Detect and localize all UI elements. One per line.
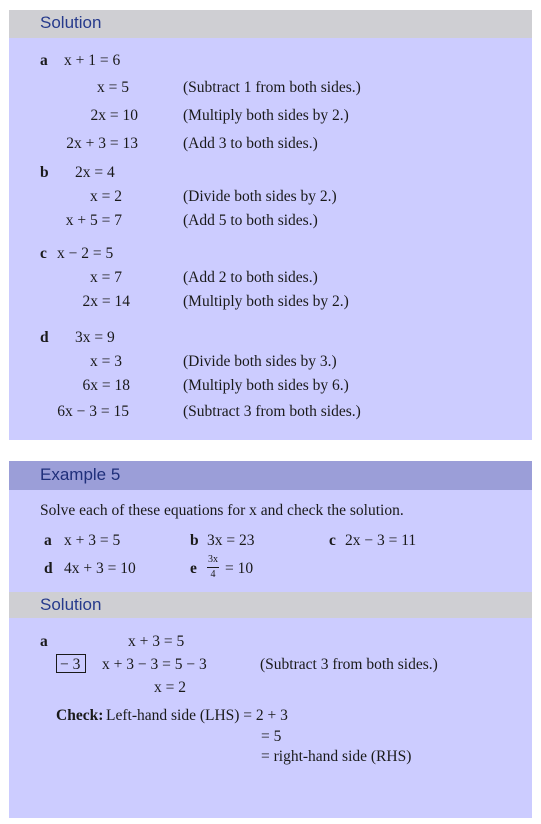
step-note: (Subtract 3 from both sides.): [260, 656, 438, 673]
equation: x = 2: [154, 679, 186, 696]
equation: x = 2: [90, 188, 122, 205]
operation-box-text: − 3: [60, 656, 81, 673]
part-a-label: a: [40, 52, 48, 69]
part-b-label: b: [40, 164, 49, 181]
equation: x + 3 − 3 = 5 − 3: [102, 656, 207, 673]
item-a-equation: x + 3 = 5: [64, 532, 121, 549]
step-note: (Multiply both sides by 6.): [183, 377, 349, 394]
item-c-equation: 2x − 3 = 11: [345, 532, 417, 549]
part-a-label: a: [40, 633, 48, 650]
step-note: (Multiply both sides by 2.): [183, 107, 349, 124]
fraction-bar: [207, 567, 219, 568]
equation: x − 2 = 5: [57, 245, 114, 262]
equation: 6x = 18: [82, 377, 130, 394]
item-b-equation: 3x = 23: [207, 532, 255, 549]
example-panel: [9, 461, 532, 818]
check-line: Left-hand side (LHS) = 2 + 3: [106, 707, 288, 724]
check-line: = 5: [261, 728, 282, 745]
equation: 3x = 9: [75, 329, 115, 346]
example-prompt: Solve each of these equations for x and check the solution.: [40, 502, 404, 519]
step-note: (Add 5 to both sides.): [183, 212, 318, 229]
item-c-label: c: [329, 532, 336, 549]
fraction-denominator: 4: [210, 569, 216, 580]
item-d-label: d: [44, 560, 53, 577]
equation: 6x − 3 = 15: [57, 403, 129, 420]
equation: 2x = 14: [82, 293, 130, 310]
step-note: (Divide both sides by 2.): [183, 188, 337, 205]
item-d-equation: 4x + 3 = 10: [64, 560, 136, 577]
equation: 2x = 4: [75, 164, 115, 181]
equation: 2x = 10: [90, 107, 138, 124]
step-note: (Add 3 to both sides.): [183, 135, 318, 152]
item-e-equation-rest: = 10: [225, 560, 254, 577]
solution2-title: Solution: [40, 595, 102, 614]
equation: x + 5 = 7: [65, 212, 122, 229]
step-note: (Divide both sides by 3.): [183, 353, 337, 370]
fraction-numerator: 3x: [208, 554, 218, 565]
equation: 2x + 3 = 13: [66, 135, 138, 152]
step-note: (Subtract 3 from both sides.): [183, 403, 361, 420]
step-note: (Add 2 to both sides.): [183, 269, 318, 286]
equation: x = 5: [97, 79, 129, 96]
equation: x = 3: [90, 353, 122, 370]
equation: x = 7: [90, 269, 122, 286]
part-c-label: c: [40, 245, 47, 262]
step-note: (Multiply both sides by 2.): [183, 293, 349, 310]
step-note: (Subtract 1 from both sides.): [183, 79, 361, 96]
part-d-label: d: [40, 329, 49, 346]
example-title: Example 5: [40, 465, 121, 484]
item-a-label: a: [44, 532, 52, 549]
equation: x + 3 = 5: [128, 633, 185, 650]
item-b-label: b: [190, 532, 199, 549]
check-line: = right-hand side (RHS): [261, 748, 412, 765]
equation: x + 1 = 6: [64, 52, 121, 69]
item-e-label: e: [190, 560, 197, 577]
solution-title: Solution: [40, 13, 102, 32]
solution-panel: [9, 10, 532, 440]
check-label: Check:: [56, 707, 104, 724]
